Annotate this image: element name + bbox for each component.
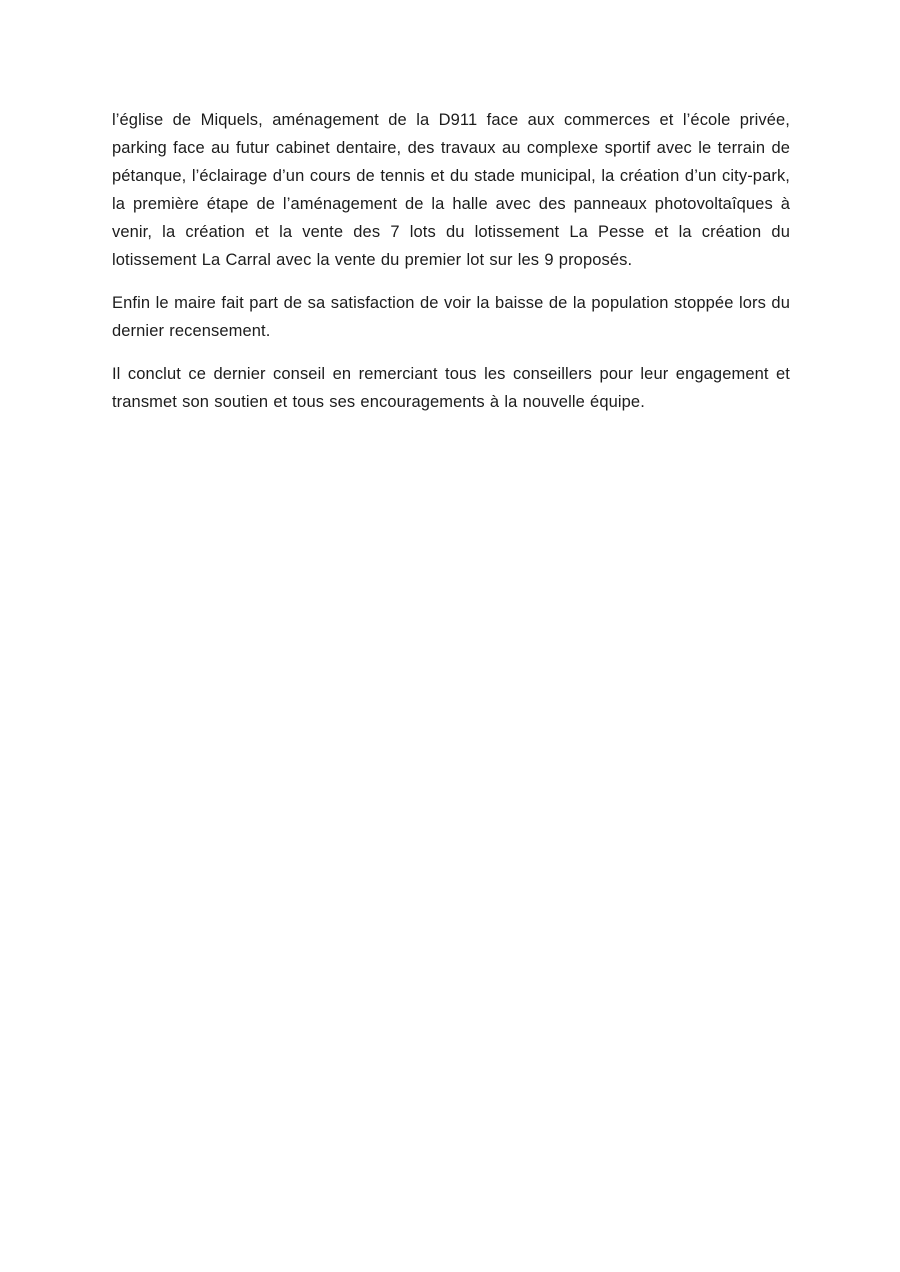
paragraph-conclusion: Il conclut ce dernier conseil en remerciant tous les conseillers pour leur engagement et transmet son soutien et tous ses encouragements à la nouvelle équipe.	[112, 365, 790, 411]
paragraph-projects-list: l’église de Miquels, aménagement de la D911 face aux commerces et l’école privée, parking face au futur cabinet dentaire, des travaux au complexe sportif avec le terrain de pétanque, l’éclairage d’un cours de tennis et du stade municipal, la création d’un city-park, la première étape de l’aménagement de la halle avec des panneaux photovoltaîques à venir, la création et la vente des 7 lots du lotissement La Pesse et la création du lotissement La Carral avec la vente du premier lot sur les 9 proposés.	[112, 111, 790, 269]
document-body	[112, 106, 790, 416]
paragraph-population: Enfin le maire fait part de sa satisfaction de voir la baisse de la population stoppée lors du dernier recensement.	[112, 294, 790, 340]
